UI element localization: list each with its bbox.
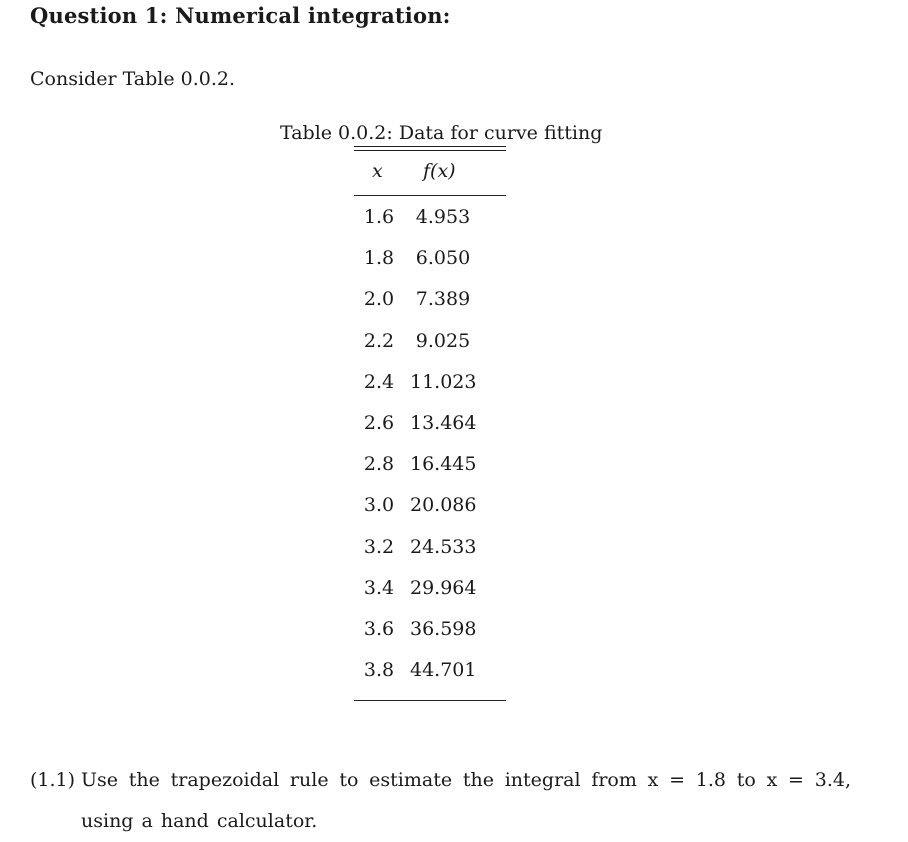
- table-row: [354, 371, 506, 412]
- cell-fx: 44.701: [410, 659, 477, 682]
- cell-fx: 20.086: [410, 494, 477, 517]
- cell-fx: 29.964: [410, 576, 477, 599]
- table-row: [354, 412, 506, 453]
- table-header-rule: [354, 195, 506, 196]
- cell-fx: 4.953: [415, 206, 471, 228]
- cell-x: 2.0: [363, 288, 395, 311]
- table-row: [354, 247, 506, 288]
- cell-x: 3.0: [363, 494, 395, 517]
- intro-text: Consider Table 0.0.2.: [30, 68, 236, 90]
- table-row: [354, 494, 506, 535]
- cell-fx: 11.023: [410, 370, 477, 393]
- cell-fx: 9.025: [415, 329, 471, 352]
- table-bottom-rule: [354, 700, 506, 701]
- table-top-rule-second: [354, 150, 506, 151]
- cell-fx: 24.533: [410, 535, 477, 558]
- cell-x: 3.6: [363, 617, 395, 640]
- table-row: [354, 453, 506, 494]
- cell-x: 2.4: [363, 370, 395, 393]
- cell-x: 1.8: [363, 247, 395, 270]
- cell-x: 2.2: [363, 329, 395, 352]
- cell-x: 1.6: [363, 206, 395, 228]
- table-row: [354, 206, 506, 247]
- problem-number: (1.1): [30, 769, 76, 791]
- table-row: [354, 659, 506, 700]
- cell-fx: 36.598: [410, 617, 477, 640]
- question-title: Question 1: Numerical integration:: [30, 3, 451, 28]
- column-header-fx: f(x): [423, 160, 456, 182]
- cell-fx: 6.050: [415, 247, 471, 270]
- cell-x: 3.4: [363, 576, 395, 599]
- table-body: [354, 206, 506, 700]
- cell-x: 3.8: [363, 659, 395, 682]
- table-row: [354, 288, 506, 329]
- table-row: [354, 618, 506, 659]
- cell-fx: 16.445: [410, 453, 477, 476]
- table-caption: Table 0.0.2: Data for curve fitting: [280, 122, 603, 144]
- cell-fx: 7.389: [415, 288, 471, 311]
- cell-x: 3.2: [363, 535, 395, 558]
- table-row: [354, 330, 506, 371]
- cell-x: 2.6: [363, 411, 395, 434]
- table-row: [354, 536, 506, 577]
- table-top-rule: [354, 146, 506, 147]
- cell-x: 2.8: [363, 453, 395, 476]
- problem-text: Use the trapezoidal rule to estimate the integral from x = 1.8 to x = 3.4, using a hand calculator.: [81, 769, 851, 832]
- column-header-x: x: [372, 160, 383, 182]
- table-row: [354, 577, 506, 618]
- cell-fx: 13.464: [410, 411, 477, 434]
